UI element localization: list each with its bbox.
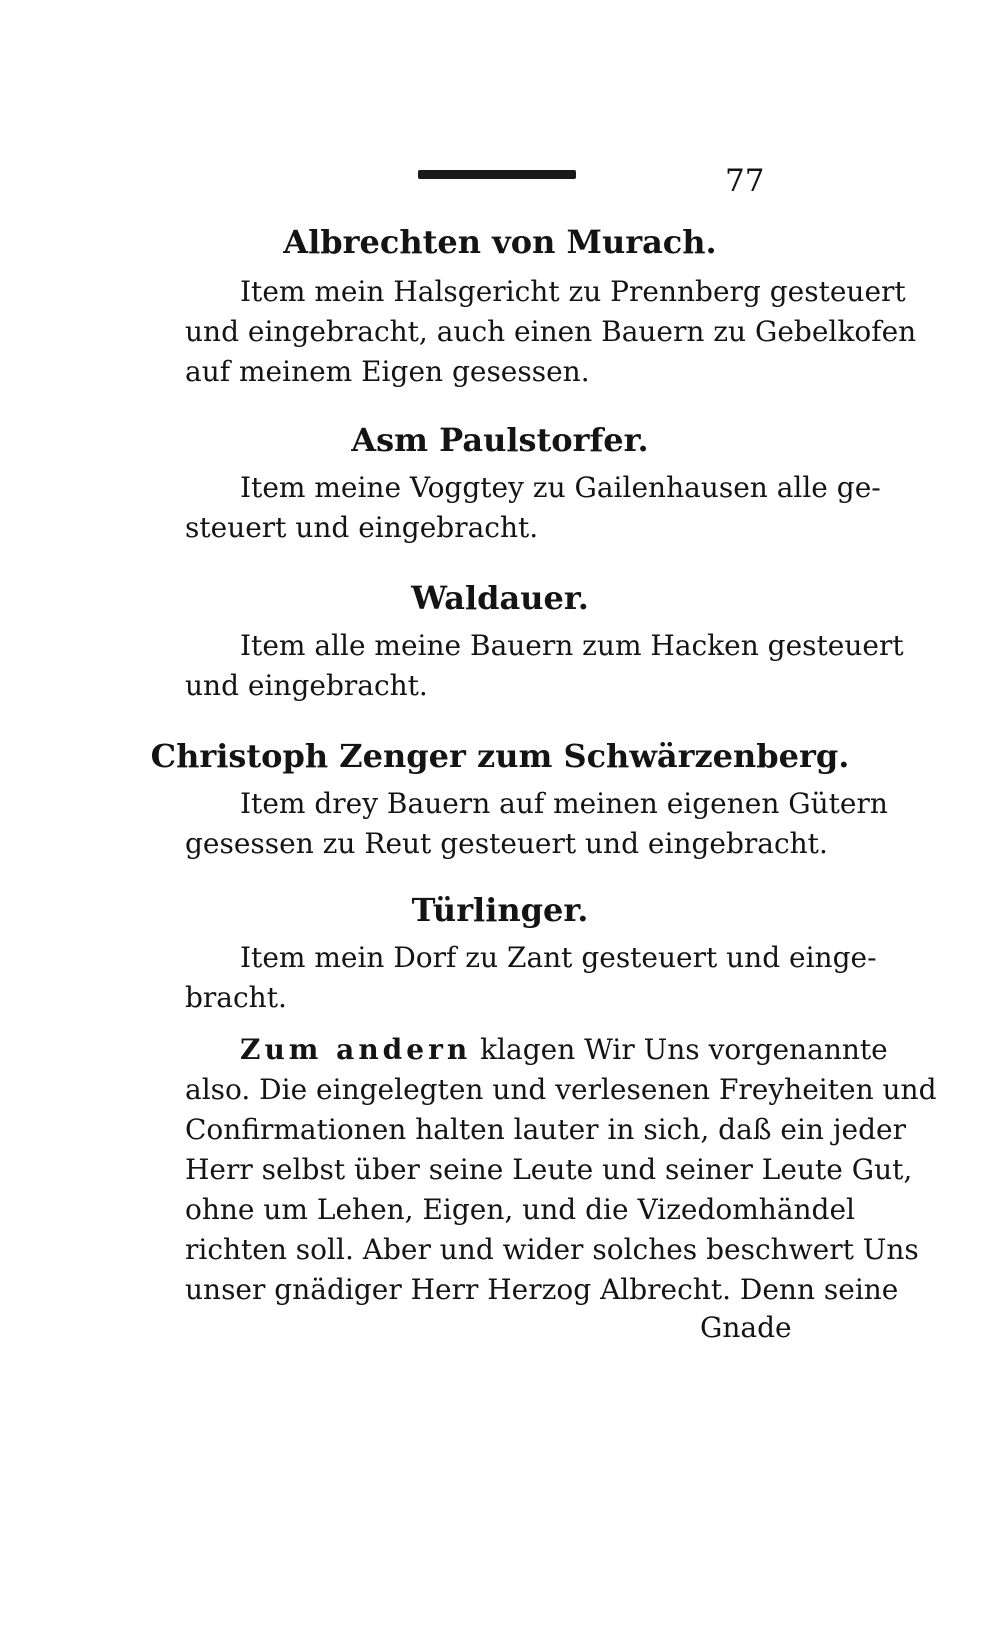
section-heading-tuerlinger: Türlinger. <box>411 891 589 929</box>
text-line: gesessen zu Reut gesteuert und eingebracht. <box>185 827 828 860</box>
section-heading-paulstorfer: Asm Paulstorfer. <box>351 421 649 459</box>
text-line <box>185 1030 888 1070</box>
section-heading-murach: Albrechten von Murach. <box>283 223 717 261</box>
text-line: Item mein Halsgericht zu Prennberg gesteuert <box>240 275 906 308</box>
page-number: 77 <box>725 163 765 199</box>
text-line: Item alle meine Bauern zum Hacken gesteuert <box>240 629 904 662</box>
text-line: ohne um Lehen, Eigen, und die Vizedomhändel <box>185 1193 855 1226</box>
text-line: steuert und eingebracht. <box>185 511 539 544</box>
text-line: und eingebracht, auch einen Bauern zu Gebelkofen <box>185 315 917 348</box>
text-line: und eingebracht. <box>185 669 428 702</box>
text-line: Item meine Voggtey zu Gailenhausen alle ge- <box>240 471 881 504</box>
section-body-tuerlinger <box>185 938 877 1018</box>
closing-paragraph <box>185 1030 937 1310</box>
text-line: Item mein Dorf zu Zant gesteuert und einge- <box>240 941 877 974</box>
section-body-waldauer <box>185 626 904 706</box>
text-line: bracht. <box>185 981 287 1014</box>
text-line: Confirmationen halten lauter in sich, daß ein jeder <box>185 1113 906 1146</box>
text-line: auf meinem Eigen gesessen. <box>185 355 590 388</box>
section-heading-zenger: Christoph Zenger zum Schwärzenberg. <box>150 737 850 775</box>
section-body-paulstorfer <box>185 468 881 548</box>
spaced-emphasis: Zum andern <box>240 1033 472 1066</box>
header-rule <box>418 170 576 179</box>
catchword: Gnade <box>700 1311 792 1344</box>
text-line: also. Die eingelegten und verlesenen Freyheiten und <box>185 1073 937 1106</box>
text-line: Herr selbst über seine Leute und seiner Leute Gut, <box>185 1153 913 1186</box>
text-fragment: klagen Wir Uns vorgenannte <box>480 1033 888 1066</box>
section-heading-waldauer: Waldauer. <box>411 579 589 617</box>
section-body-zenger <box>185 784 888 864</box>
text-line: richten soll. Aber und wider solches beschwert Uns <box>185 1233 919 1266</box>
text-line: unser gnädiger Herr Herzog Albrecht. Denn seine <box>185 1273 899 1306</box>
section-body-murach <box>185 272 917 392</box>
text-line: Item drey Bauern auf meinen eigenen Gütern <box>240 787 888 820</box>
